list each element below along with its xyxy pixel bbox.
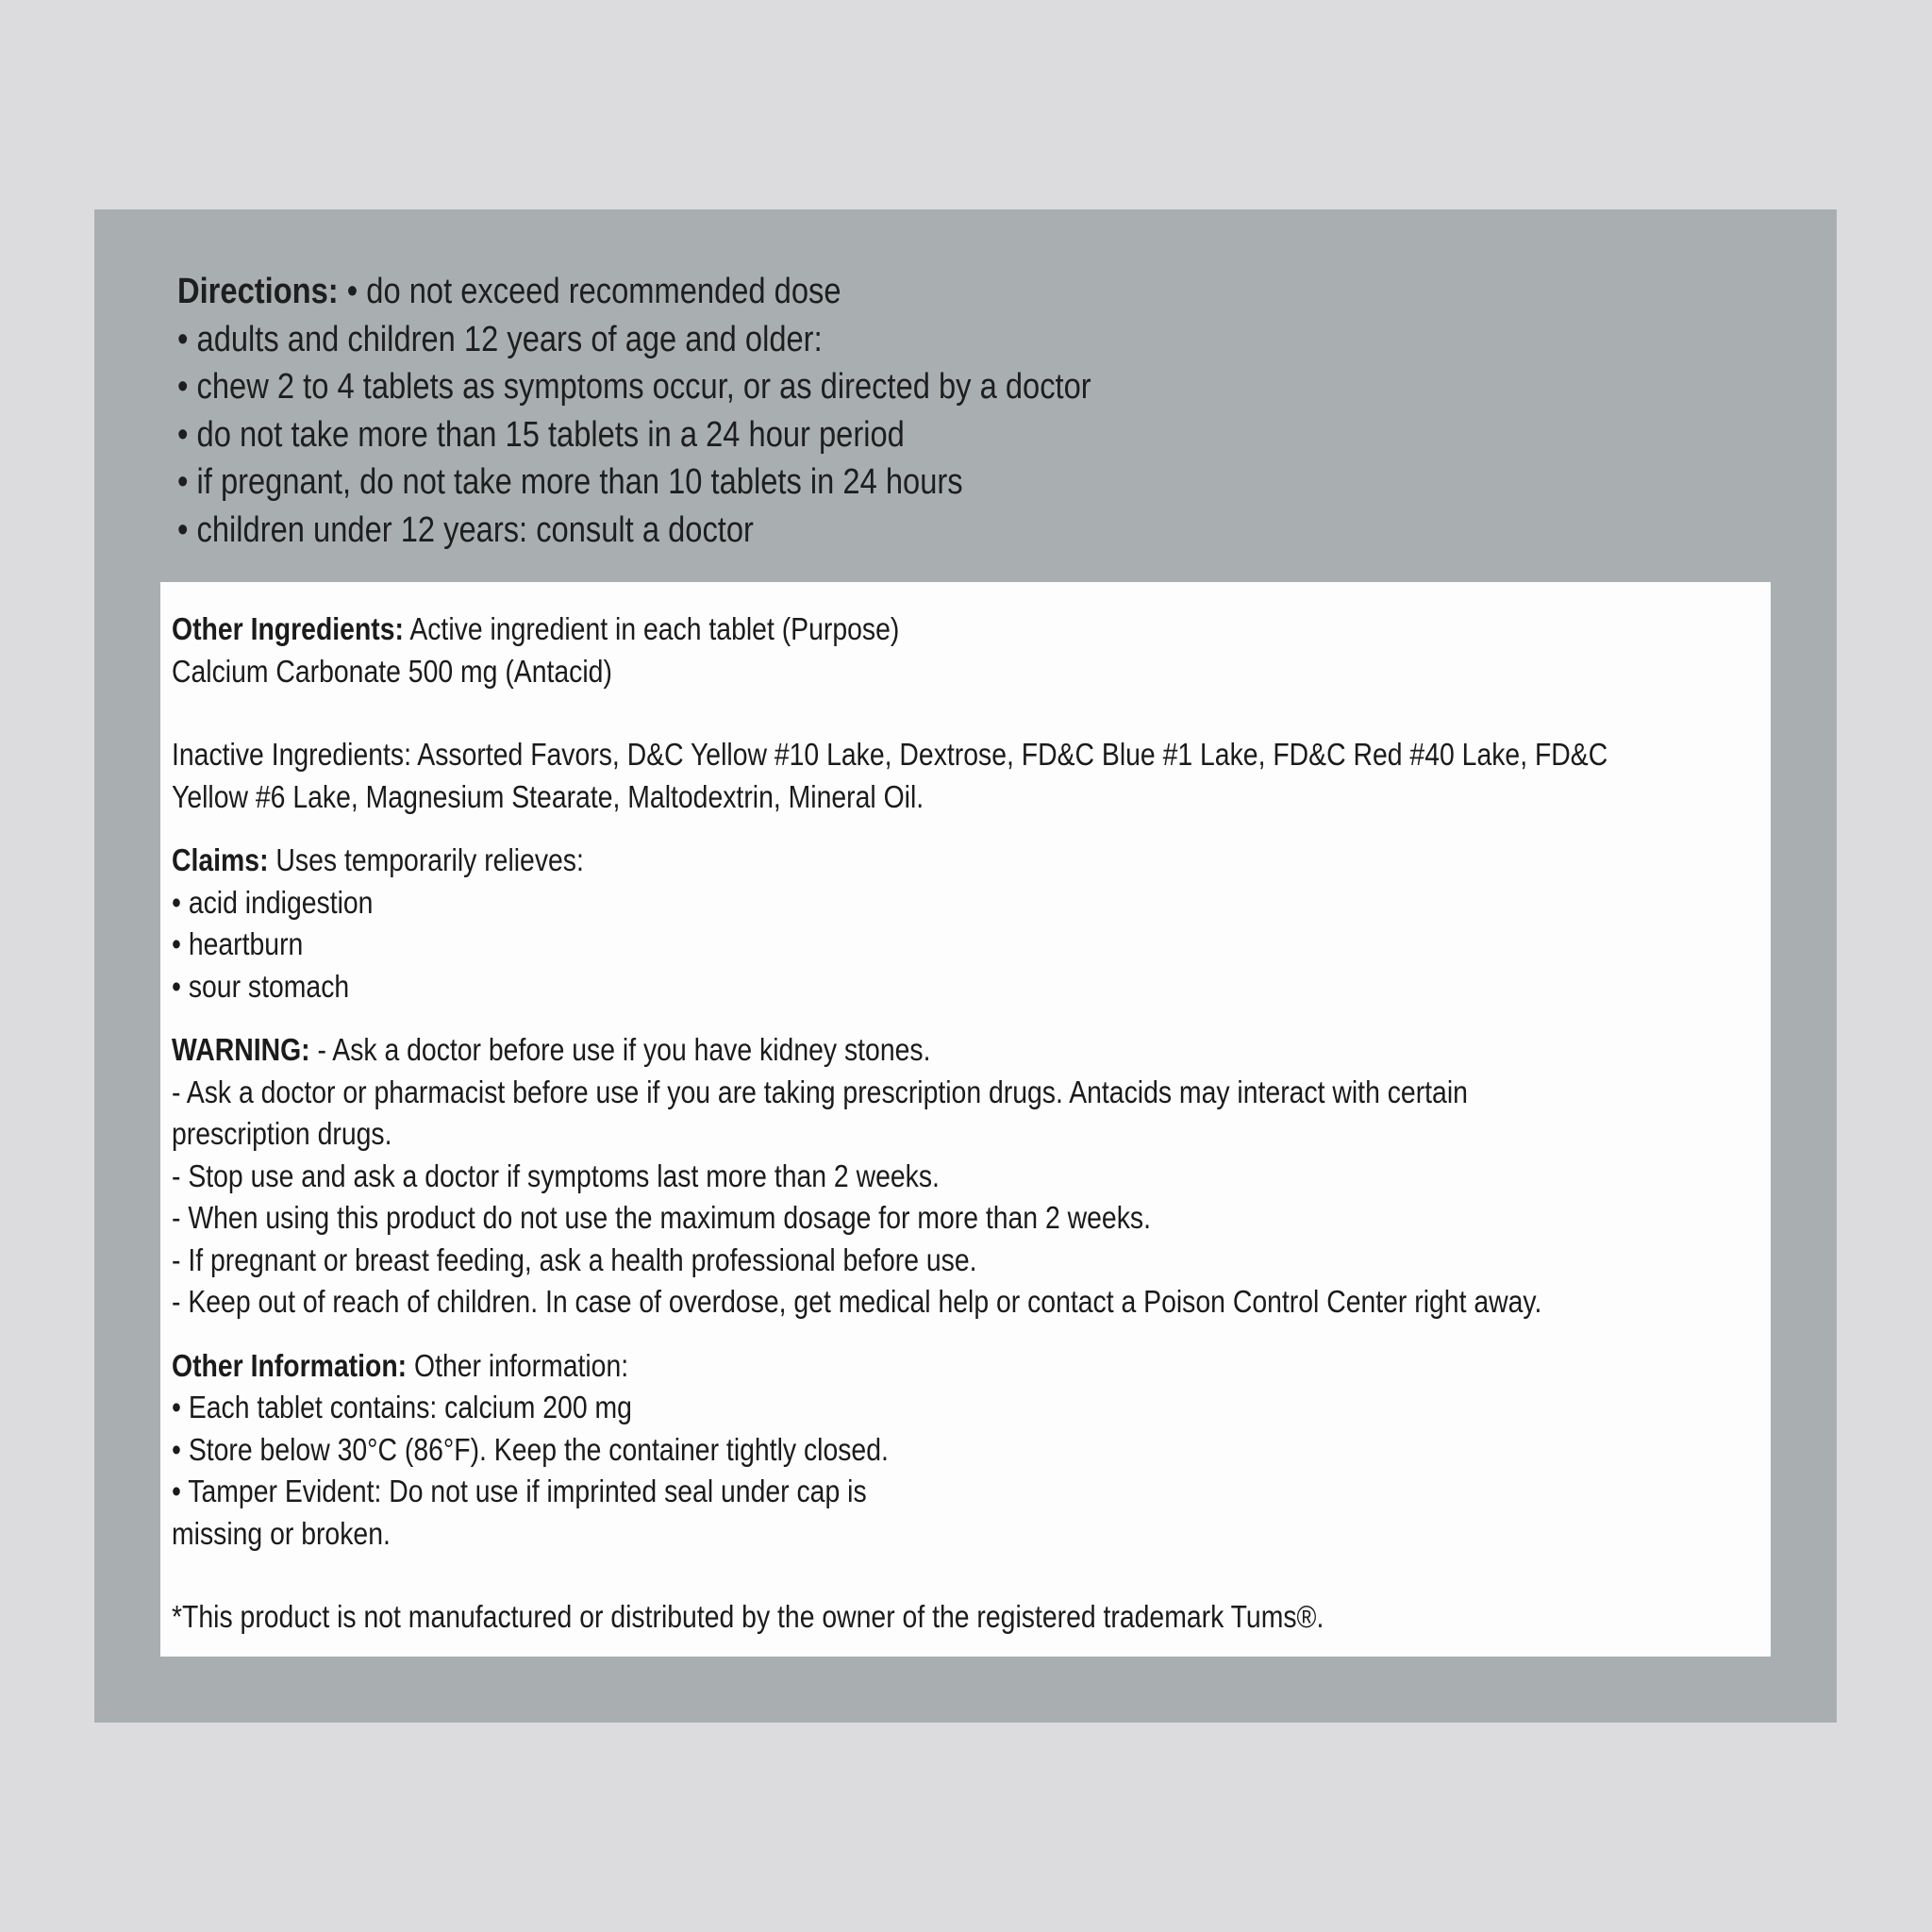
claims-item: • sour stomach (172, 968, 350, 1004)
other-information-line: missing or broken. (172, 1515, 391, 1551)
ingredients-content (172, 608, 1754, 1639)
directions-line: • children under 12 years: consult a doctor (177, 509, 754, 550)
other-information-first-text: Other information: (413, 1347, 629, 1383)
claims-item: • heartburn (172, 926, 304, 961)
warning-line: prescription drugs. (172, 1116, 392, 1151)
directions-line: • do not take more than 15 tablets in a 24 hour period (177, 414, 905, 455)
other-ingredients-first-text: Active ingredient in each tablet (Purpose) (409, 611, 900, 646)
inactive-ingredients-line: Inactive Ingredients: Assorted Favors, D&C Yellow #10 Lake, Dextrose, FD&C Blue #1 Lake, FD&C Red #40 Lake, FD&C (172, 737, 1608, 772)
directions-section (177, 268, 1557, 554)
spacer (172, 692, 1754, 734)
warning-first-line (172, 1029, 1754, 1072)
other-ingredients-heading: Other Ingredients: (172, 611, 404, 646)
directions-line: • if pregnant, do not take more than 10 tablets in 24 hours (177, 462, 963, 502)
claims-first-text: Uses temporarily relieves: (275, 842, 584, 877)
warning-line: - Keep out of reach of children. In case of overdose, get medical help or contact a Poison Control Center right away. (172, 1284, 1542, 1319)
directions-first-line (177, 268, 1557, 316)
warning-line: - Stop use and ask a doctor if symptoms last more than 2 weeks. (172, 1158, 940, 1193)
other-information-first-line (172, 1345, 1754, 1388)
active-ingredient: Calcium Carbonate 500 mg (Antacid) (172, 653, 612, 689)
label-panel (94, 209, 1837, 1723)
spacer (172, 1008, 1754, 1029)
other-information-line: • Store below 30°C (86°F). Keep the container tightly closed. (172, 1431, 889, 1467)
directions-first-text: • do not exceed recommended dose (346, 272, 841, 311)
directions-heading: Directions: (177, 272, 339, 311)
warning-line: - If pregnant or breast feeding, ask a health professional before use. (172, 1241, 977, 1277)
warning-line: - When using this product do not use the maximum dosage for more than 2 weeks. (172, 1200, 1151, 1235)
directions-line: • chew 2 to 4 tablets as symptoms occur, or as directed by a doctor (177, 367, 1091, 407)
trademark-disclaimer: *This product is not manufactured or distributed by the owner of the registered trademark Tums®. (172, 1599, 1324, 1634)
claims-first-line (172, 840, 1754, 882)
spacer (172, 1324, 1754, 1345)
warning-heading: WARNING: (172, 1032, 310, 1067)
other-information-line: • Tamper Evident: Do not use if imprinted seal under cap is (172, 1474, 867, 1508)
inactive-ingredients-line: Yellow #6 Lake, Magnesium Stearate, Maltodextrin, Mineral Oil. (172, 778, 924, 814)
other-information-heading: Other Information: (172, 1347, 408, 1383)
directions-line: • adults and children 12 years of age and older: (177, 319, 823, 359)
warning-first-text: - Ask a doctor before use if you have kidney stones. (317, 1032, 931, 1067)
ingredients-box (160, 582, 1771, 1657)
other-information-line: • Each tablet contains: calcium 200 mg (172, 1390, 632, 1424)
warning-line: - Ask a doctor or pharmacist before use if you are taking prescription drugs. Antacids may interact with certain (172, 1074, 1468, 1109)
claims-item: • acid indigestion (172, 884, 374, 920)
claims-heading: Claims: (172, 842, 269, 877)
other-ingredients-first-line (172, 608, 1754, 651)
spacer (172, 1555, 1754, 1596)
spacer (172, 818, 1754, 840)
